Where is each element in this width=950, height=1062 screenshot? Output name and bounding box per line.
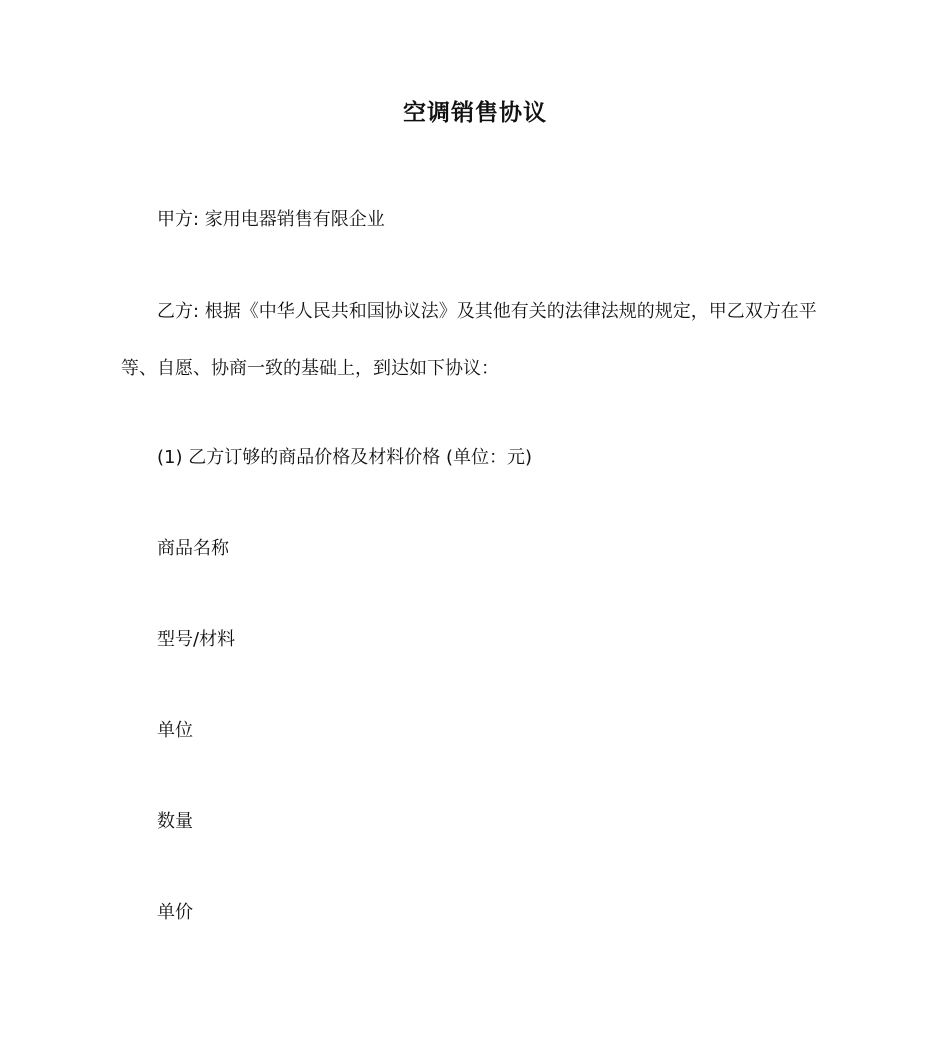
- clause-1-heading: (1) 乙方订够的商品价格及材料价格 (单位：元): [157, 447, 532, 468]
- field-model-material: 型号/材料: [157, 629, 236, 650]
- document-title: 空调销售协议: [403, 100, 547, 126]
- field-unit-price: 单价: [157, 902, 193, 923]
- party-a-line: 甲方: 家用电器销售有限企业: [157, 209, 385, 230]
- field-quantity: 数量: [157, 811, 193, 832]
- party-b-paragraph: 乙方: 根据《中华人民共和国协议法》及其他有关的法律法规的规定，甲乙双方在平等、自愿、协商一致的基础上，到达如下协议：: [121, 301, 817, 379]
- field-product-name: 商品名称: [157, 538, 229, 559]
- field-unit: 单位: [157, 720, 193, 741]
